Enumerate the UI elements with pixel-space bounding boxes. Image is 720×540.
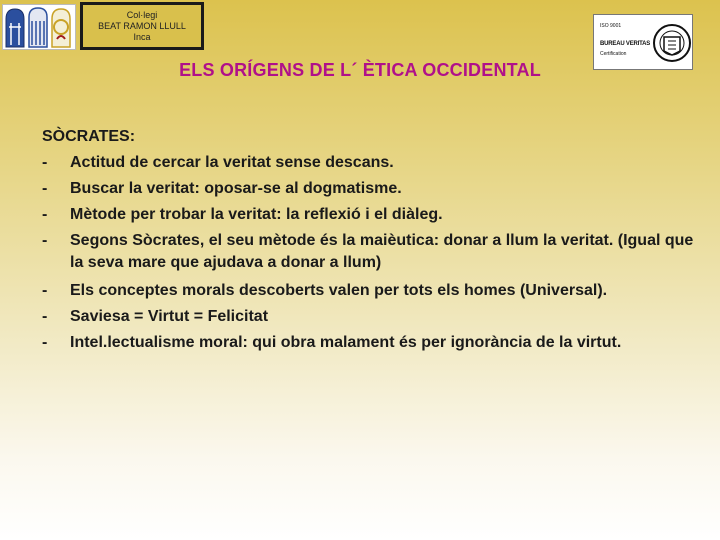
list-item-text: Els conceptes morals descoberts valen per tots els homes (Universal). [70, 282, 608, 299]
cert-small-text: ISO 9001 [600, 23, 622, 29]
bullet-dash: - [42, 232, 48, 249]
list-item-text: Mètode per trobar la veritat: la reflexió i el diàleg. [70, 206, 443, 223]
bullet-dash: - [42, 206, 48, 223]
list-item-text: Actitud de cercar la veritat sense descans. [70, 154, 394, 171]
bullet-dash: - [42, 308, 48, 325]
list-item-text: Intel.lectualisme moral: qui obra malament és per ignorància de la virtut. [70, 334, 622, 351]
page-title: ELS ORÍGENS DE L´ ÈTICA OCCIDENTAL [179, 60, 541, 80]
bullet-dash: - [42, 282, 48, 299]
list-item-text: Buscar la veritat: oposar-se al dogmatisme. [70, 180, 402, 197]
school-line-3: Inca [133, 31, 151, 42]
cert-brand-line-2: Certification [600, 51, 627, 57]
list-item-text: Segons Sòcrates, el seu mètode és la maièutica: donar a llum la veritat. (Igual que la seva mare que ajudava a donar a llum) [70, 232, 694, 271]
school-line-1: Col·legi [126, 9, 158, 20]
list-item-text: Saviesa = Virtut = Felicitat [70, 308, 269, 325]
bullet-dash: - [42, 180, 48, 197]
bullet-dash: - [42, 154, 48, 171]
school-emblem-logo [2, 4, 76, 50]
school-name-box [80, 2, 204, 50]
school-emblem-icon [3, 5, 75, 49]
cert-brand-line-1: BUREAU VERITAS [600, 41, 651, 47]
bullet-dash: - [42, 334, 48, 351]
section-heading: SÒCRATES: [42, 128, 136, 145]
school-line-2: BEAT RAMON LLULL [98, 20, 186, 31]
